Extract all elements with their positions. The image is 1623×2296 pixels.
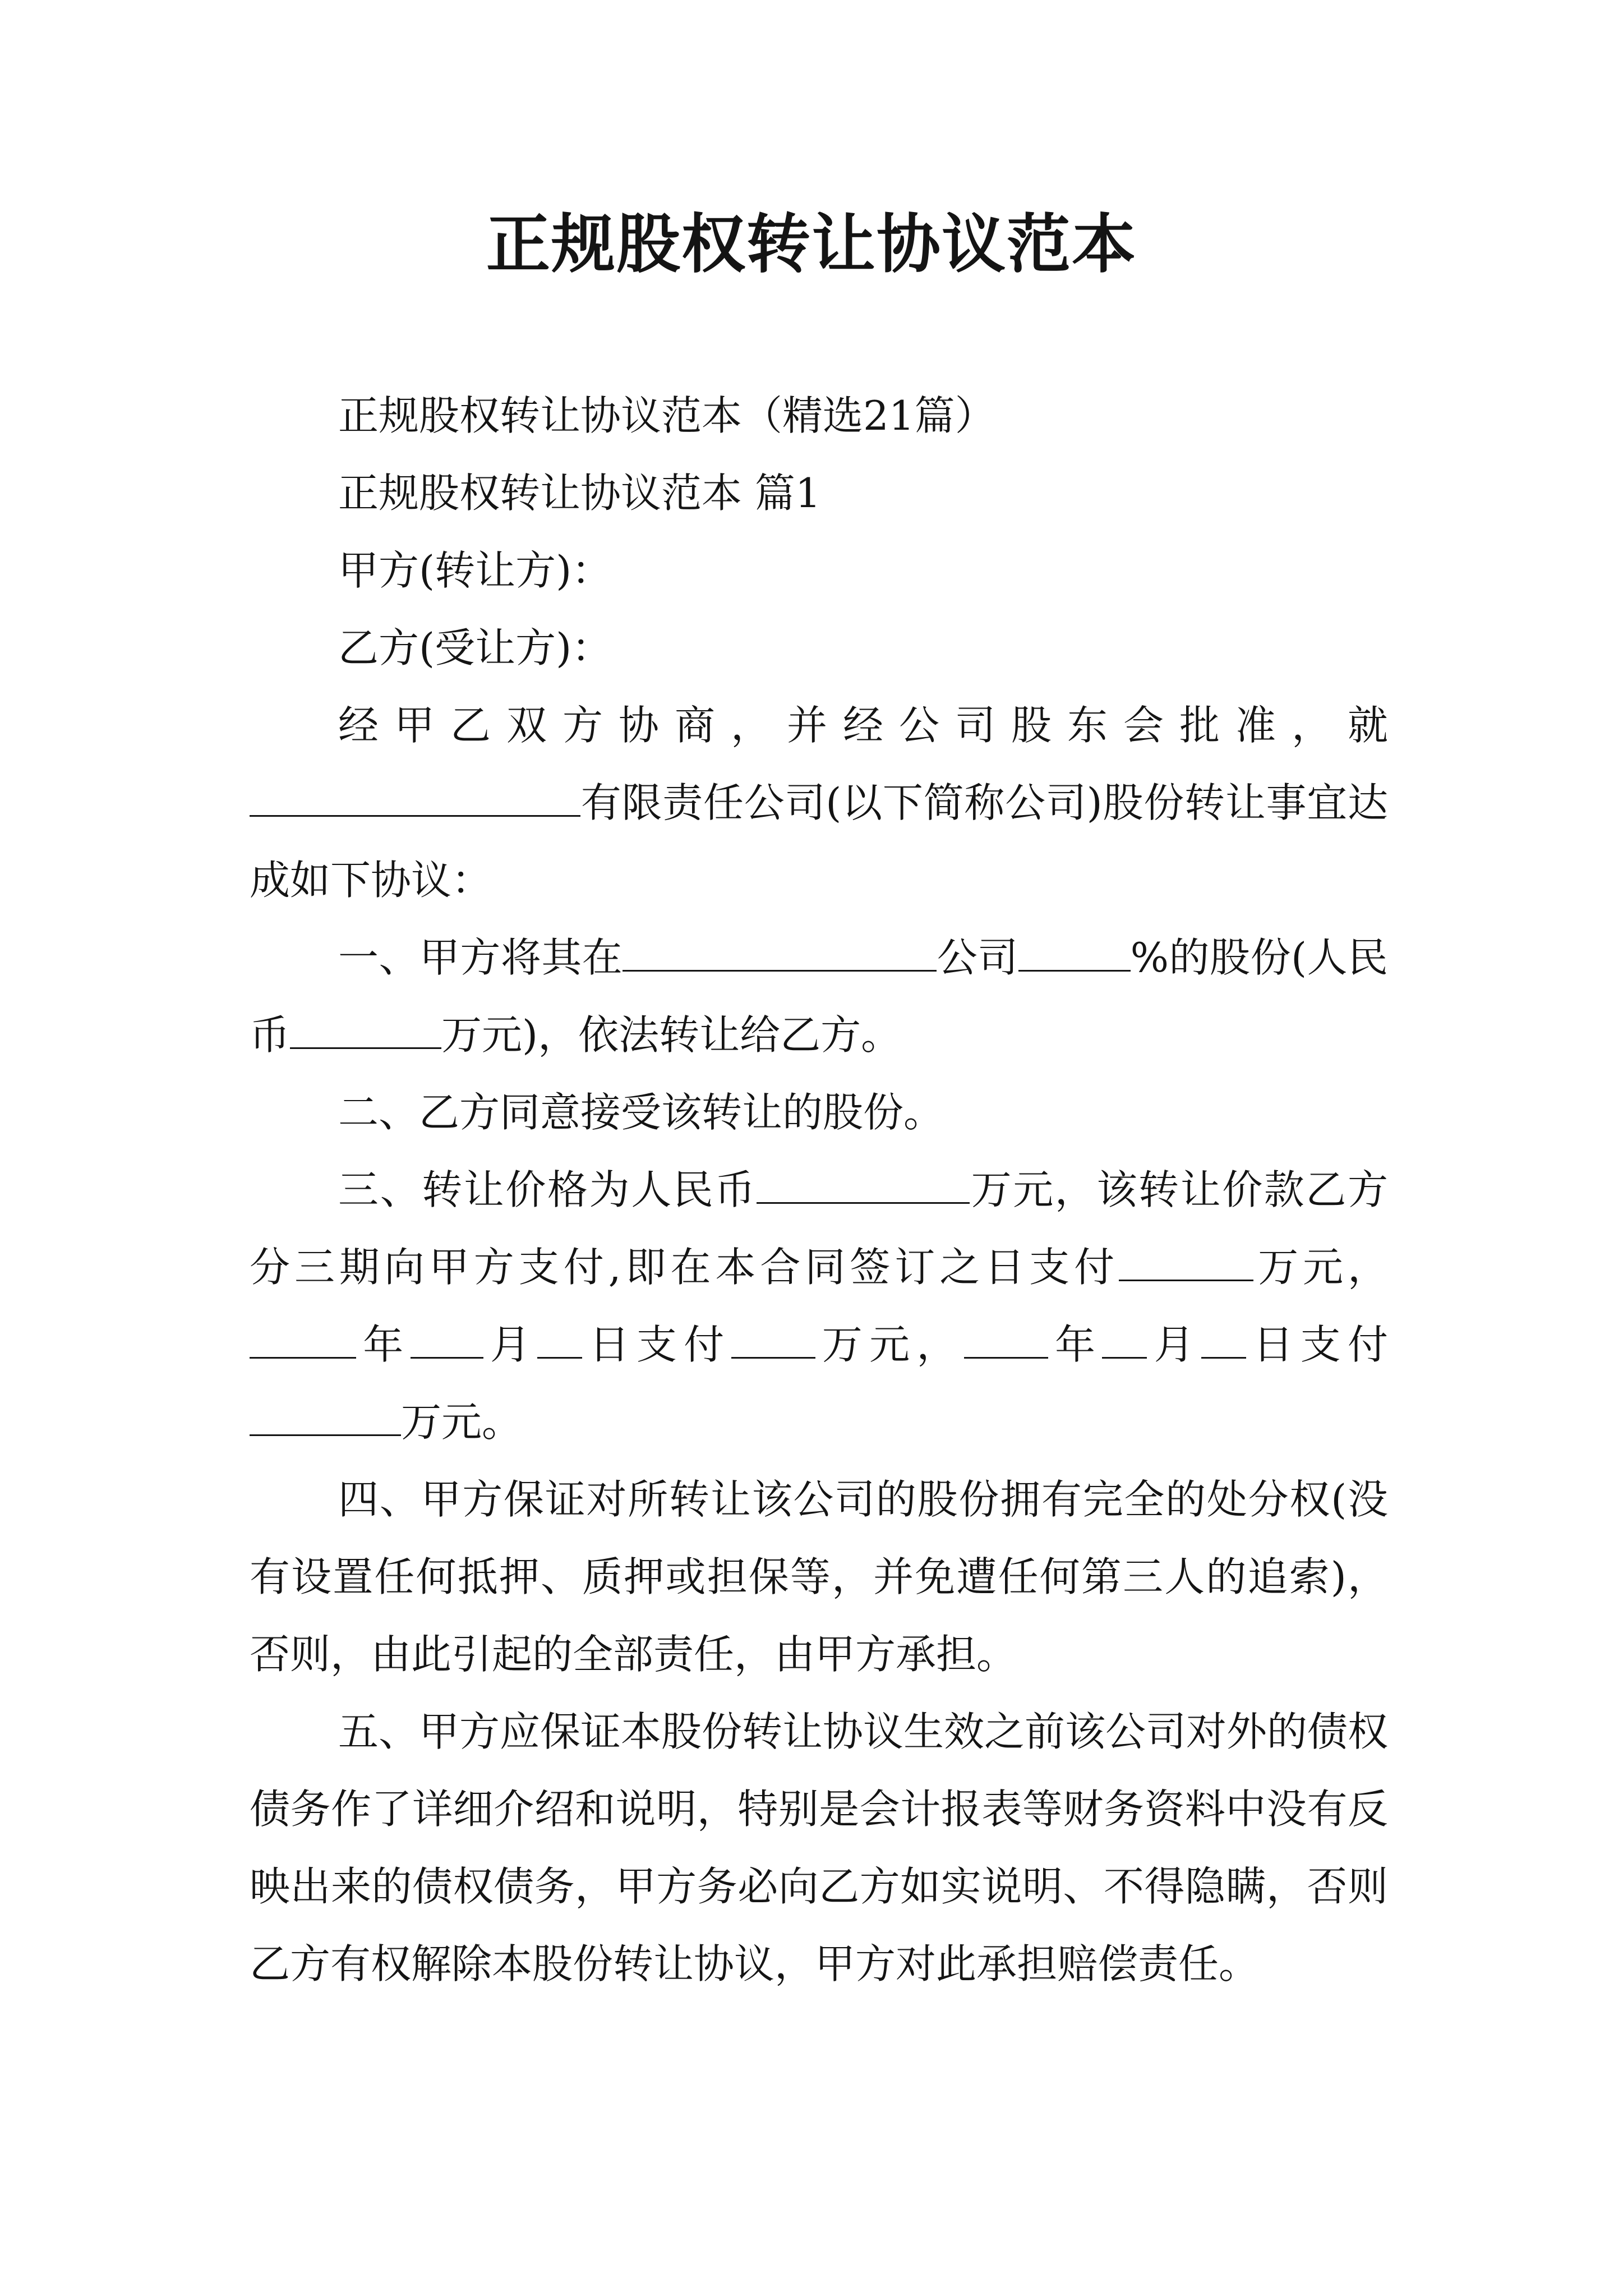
clause-1-text-4: 万元)，依法转让给乙方。 [441, 1011, 902, 1059]
company-name-blank [250, 780, 580, 817]
clause-1-text-3: %的股份(人民币 [250, 934, 1388, 1059]
clause-3-day-blank-2 [1201, 1322, 1246, 1359]
clause-3-wan-1: 万元， [815, 1321, 964, 1368]
clause-1-amount-blank [290, 1013, 441, 1049]
clause-3-second-payment-blank [731, 1322, 815, 1359]
clause-1-company-blank [623, 935, 937, 972]
clause-3-day-pay-1: 日支付 [582, 1321, 731, 1368]
party-a-line: 甲方(转让方)： [338, 547, 612, 594]
clause-3-month-1: 月 [483, 1321, 538, 1368]
clause-3-year-1: 年 [356, 1321, 411, 1368]
clause-3-text-2: 万元，该转让价款乙方分三期向甲方支付,即在本合同签订之日支付 [250, 1166, 1388, 1291]
clause-3-third-payment-blank [250, 1400, 401, 1436]
clause-1 [250, 919, 1388, 1074]
intro-text-1: 经甲乙双方协商，并经公司股东会批准，就 [338, 702, 1388, 749]
clause-3-year-2: 年 [1048, 1321, 1103, 1368]
clause-3-year-blank-1 [250, 1322, 356, 1359]
clause-3-month-blank-1 [411, 1322, 483, 1359]
clause-5: 五、甲方应保证本股份转让协议生效之前该公司对外的债权债务作了详细介绍和说明，特别是会计报表等财务资料中没有反映出来的债权债务，甲方务必向乙方如实说明、不得隐瞒，否则乙方有权解除本股份转让协议，甲方对此承担赔偿责任。 [250, 1708, 1389, 1987]
clause-2: 二、乙方同意接受该转让的股份。 [338, 1089, 944, 1136]
party-b-line: 乙方(受让方)： [338, 624, 612, 671]
intro-paragraph [250, 687, 1388, 919]
clause-3 [250, 1151, 1388, 1461]
clause-3-day-blank-1 [537, 1322, 582, 1359]
clause-4: 四、甲方保证对所转让该公司的股份拥有完全的处分权(没有设置任何抵押、质押或担保等，并免遭任何第三人的追索)，否则，由此引起的全部责任，由甲方承担。 [250, 1476, 1388, 1678]
intro-text-2: 有限责任公司(以下简称公司)股份转让事宜达成如下协议： [250, 779, 1388, 904]
document-title: 正规股权转让协议范本 [486, 206, 1137, 282]
clause-3-month-blank-2 [1102, 1322, 1147, 1359]
subtitle: 正规股权转让协议范本（精选21篇） [338, 392, 995, 439]
clause-3-year-blank-2 [964, 1322, 1048, 1359]
clause-3-day-pay-2: 日支付 [1246, 1321, 1388, 1368]
clause-3-month-2: 月 [1147, 1321, 1201, 1368]
clause-3-price-blank [757, 1167, 970, 1204]
clause-1-text-1: 一、甲方将其在 [338, 934, 623, 981]
clause-1-text-2: 公司 [937, 934, 1018, 981]
document-body [250, 377, 1388, 2003]
clause-3-wan-end: 万元。 [401, 1398, 523, 1446]
clause-1-percent-blank [1018, 935, 1131, 972]
clause-3-text-3: 万元， [1253, 1244, 1388, 1291]
clause-3-text-1: 三、转让价格为人民币 [338, 1166, 757, 1213]
clause-3-first-payment-blank [1119, 1245, 1253, 1281]
section-heading: 正规股权转让协议范本 篇1 [338, 470, 821, 517]
